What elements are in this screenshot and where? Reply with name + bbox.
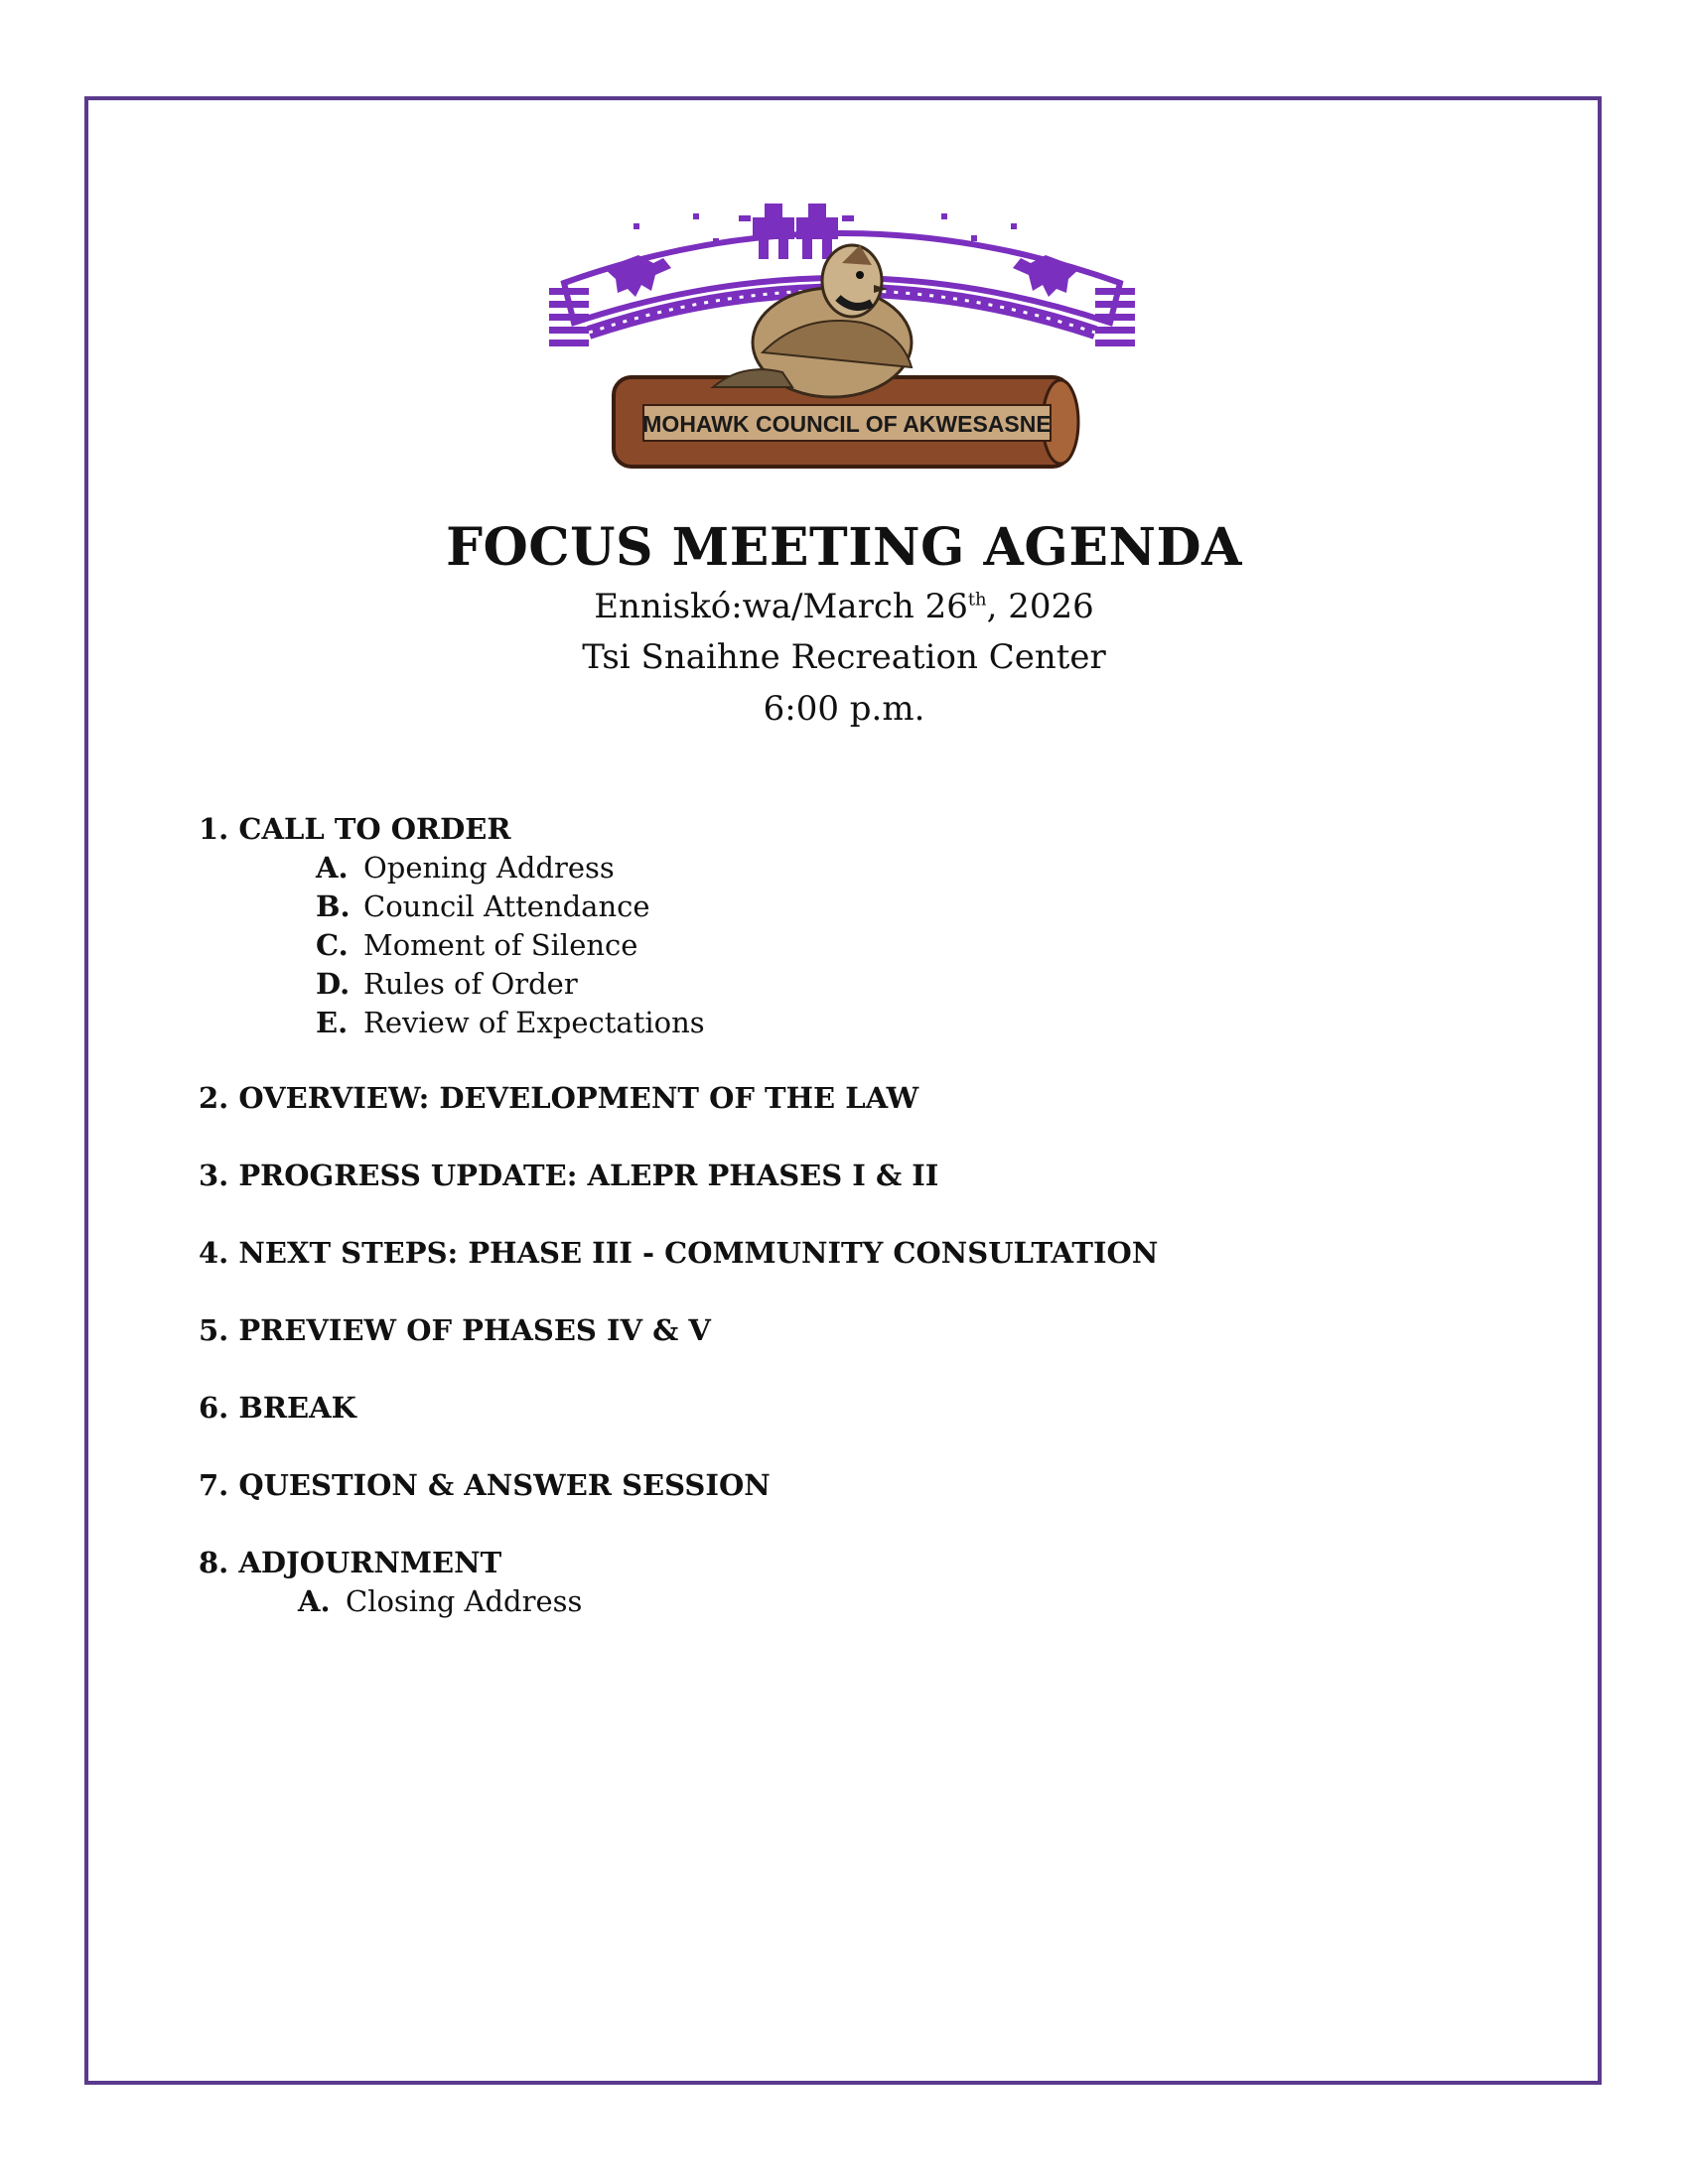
agenda-subitem xyxy=(316,1004,1489,1042)
agenda-subitem xyxy=(316,887,1489,926)
subitem-letter: B. xyxy=(316,889,351,923)
subitem-text: Opening Address xyxy=(363,851,615,885)
agenda-list xyxy=(199,809,1489,1621)
agenda-item-progress-update: 3. PROGRESS UPDATE: ALEPR PHASES I & II xyxy=(199,1159,939,1192)
date-year: , 2026 xyxy=(986,587,1094,626)
agenda-item-preview: 5. PREVIEW OF PHASES IV & V xyxy=(199,1313,711,1347)
subitem-letter: A. xyxy=(298,1584,331,1618)
agenda-subitem xyxy=(316,849,1489,887)
subitem-text: Moment of Silence xyxy=(363,928,638,962)
date-suffix: th xyxy=(967,589,987,611)
agenda-item-break: 6. BREAK xyxy=(199,1391,356,1425)
meeting-venue: Tsi Snaihne Recreation Center xyxy=(582,637,1106,677)
agenda-item-call-to-order: 1. CALL TO ORDER xyxy=(199,812,511,846)
agenda-item-adjournment: 8. ADJOURNMENT xyxy=(199,1546,502,1579)
agenda-subitem xyxy=(316,965,1489,1004)
subitem-letter: C. xyxy=(316,928,349,962)
agenda-item-qa-session: 7. QUESTION & ANSWER SESSION xyxy=(199,1468,771,1502)
adjournment-subitems xyxy=(298,1582,1489,1621)
subitem-letter: A. xyxy=(316,851,349,885)
agenda-subitem xyxy=(316,926,1489,965)
subitem-letter: E. xyxy=(316,1006,349,1039)
subitem-text: Closing Address xyxy=(346,1584,583,1618)
agenda-item-next-steps: 4. NEXT STEPS: PHASE III - COMMUNITY CONSULTATION xyxy=(199,1236,1159,1270)
call-to-order-subitems xyxy=(316,849,1489,1042)
subitem-text: Review of Expectations xyxy=(363,1006,705,1039)
subitem-text: Council Attendance xyxy=(363,889,650,923)
subitem-letter: D. xyxy=(316,967,351,1001)
subitem-text: Rules of Order xyxy=(363,967,578,1001)
meeting-date xyxy=(0,582,1688,631)
council-logo xyxy=(544,194,1140,472)
agenda-subitem xyxy=(298,1582,1489,1621)
date-main: Enniskó:wa/March 26 xyxy=(594,587,968,626)
page-title: FOCUS MEETING AGENDA xyxy=(446,517,1242,578)
meeting-time: 6:00 p.m. xyxy=(763,689,925,729)
agenda-item-overview: 2. OVERVIEW: DEVELOPMENT OF THE LAW xyxy=(199,1081,919,1115)
logo-text: MOHAWK COUNCIL OF AKWESASNE xyxy=(642,411,1052,437)
